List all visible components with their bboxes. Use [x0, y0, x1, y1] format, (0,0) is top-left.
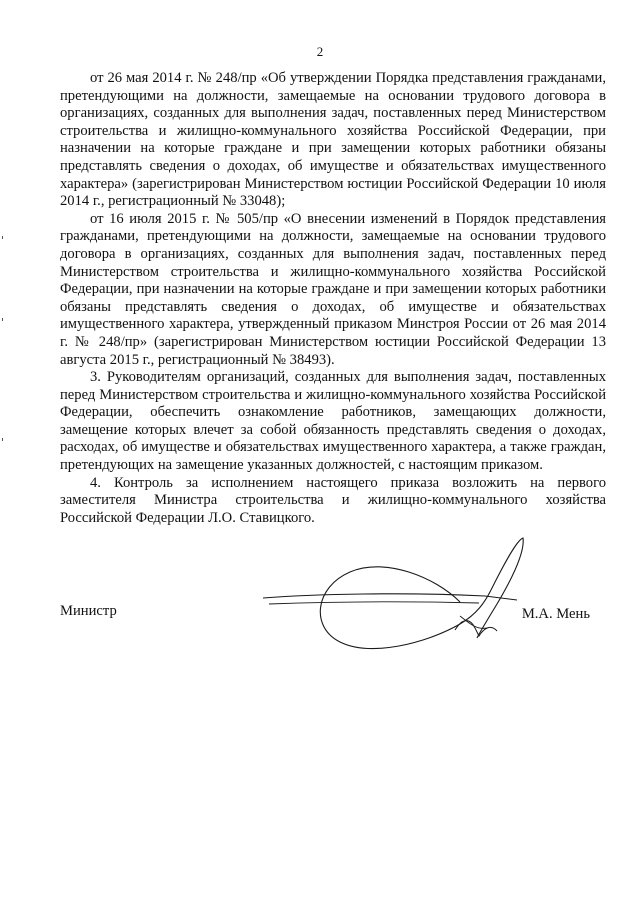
handwritten-signature [255, 532, 535, 662]
document-body [60, 70, 606, 527]
paragraph-item-4: 4. Контроль за исполнением настоящего приказа возложить на первого заместителя Министра строительства и жилищно-коммунального хозяйства Российской Федерации Л.О. Ставицкого. [60, 474, 606, 526]
scan-edge-mark [2, 318, 3, 321]
scan-edge-mark [2, 438, 3, 441]
paragraph-item-3: 3. Руководителям организаций, созданных для выполнения задач, поставленных перед Министерством строительства и жилищно-коммунального хозяйства Российской Федерации, обеспечить ознакомление работников, замещающих должности, замещение которых влечет за собой обязанность представлять сведения о доходах, расходах, об имуществе и обязательствах имущественного характера, а также граждан, претендующих на замещение указанных должностей, с настоящим приказом. [60, 369, 606, 474]
page-number: 2 [316, 44, 324, 59]
signatory-title: Министр [60, 603, 117, 619]
scan-edge-mark [2, 236, 3, 239]
signatory-name: М.А. Мень [521, 606, 590, 622]
paragraph-order-248: от 26 мая 2014 г. № 248/пр «Об утверждении Порядка представления гражданами, претендующими на должности, замещаемые на основании трудового договора в организациях, созданных для выполнения задач, поставленных перед Министерством строительства и жилищно-коммунального хозяйства Российской Федерации, при назначении на которые граждане и при замещении которых работники обязаны представлять сведения о доходах, об имуществе и обязательствах имущественного характера» (зарегистрирован Министерством юстиции Российской Федерации 10 июля 2014 г., регистрационный № 33048); [60, 70, 606, 210]
paragraph-order-505: от 16 июля 2015 г. № 505/пр «О внесении изменений в Порядок представления гражданами, претендующими на должности, замещаемые на основании трудового договора в организациях, созданных для выполнения задач, поставленных перед Министерством строительства и жилищно-коммунального хозяйства Российской Федерации, при назначении на которые граждане и при замещении которых работники обязаны представлять сведения о доходах, об имуществе и обязательствах имущественного характера, утвержденный приказом Минстроя России от 26 мая 2014 г. № 248/пр» (зарегистрирован Министерством юстиции Российской Федерации 13 августа 2015 г., регистрационный № 38493). [60, 210, 606, 368]
